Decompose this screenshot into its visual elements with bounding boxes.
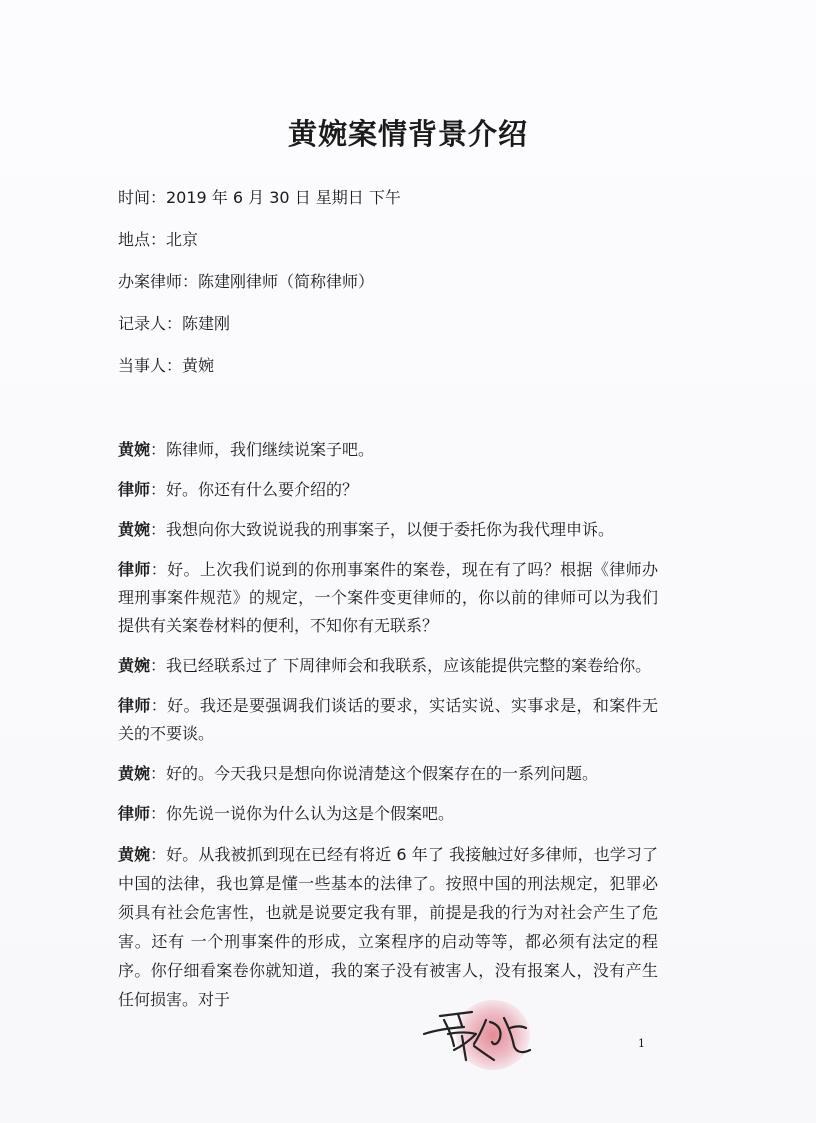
dialogue-paragraph (118, 476, 658, 504)
dialogue-body (118, 436, 658, 1026)
document-title: 黄婉案情背景介绍 (287, 117, 528, 151)
meta-lawyer: 办案律师：陈建刚律师（简称律师） (118, 272, 375, 291)
speaker-label: 律师 (118, 560, 151, 579)
handwritten-signature (418, 990, 536, 1070)
speaker-label: 黄婉 (118, 656, 151, 675)
meta-time: 时间：2019 年 6 月 30 日 星期日 下午 (118, 188, 401, 207)
speaker-label: 黄婉 (118, 764, 151, 783)
speaker-label: 黄婉 (118, 520, 151, 539)
dialogue-paragraph (118, 516, 658, 544)
speaker-label: 律师 (118, 696, 151, 715)
dialogue-paragraph (118, 692, 658, 748)
dialogue-text: ：我想向你大致说说我的刑事案子，以便于委托你为我代理申诉。 (150, 520, 615, 539)
dialogue-text: ：好。你还有什么要介绍的？ (150, 480, 359, 499)
dialogue-text: ：好的。今天我只是想向你说清楚这个假案存在的一系列问题。 (150, 764, 599, 783)
dialogue-text: ：好。从我被抓到现在已经有将近 6 年了 我接触过好多律师，也学习了中国的法律，我也算是懂一些基本的法律了。按照中国的刑法规定，犯罪必须具有社会危害性，也就是说要定我有罪，前提是我的行为对社会产生了危害。还有 一个刑事案件的形成，立案程序的启动等等，都必须有法定的程序。你仔细看案卷你就知道，我的案子没有被害人，没有报案人，没有产生任何损害。对于 (118, 845, 658, 1009)
dialogue-text: ：好。上次我们说到的你刑事案件的案卷，现在有了吗？根据《律师办理刑事案件规范》的规定，一个案件变更律师的，你以前的律师可以为我们提供有关案卷材料的便利，不知你有无联系？ (118, 560, 658, 635)
dialogue-text: ：陈律师，我们继续说案子吧。 (150, 440, 375, 459)
dialogue-paragraph (118, 436, 658, 464)
meta-party: 当事人：黄婉 (118, 356, 215, 375)
dialogue-text: ：好。我还是要强调我们谈话的要求，实话实说、实事求是，和案件无关的不要谈。 (118, 696, 658, 743)
meta-location: 地点：北京 (118, 230, 199, 249)
meta-recorder: 记录人：陈建刚 (118, 314, 231, 333)
speaker-label: 黄婉 (118, 440, 151, 459)
dialogue-paragraph (118, 800, 658, 828)
dialogue-text: ：你先说一说你为什么认为这是个假案吧。 (150, 804, 455, 823)
dialogue-paragraph (118, 840, 658, 1014)
speaker-label: 黄婉 (118, 845, 151, 864)
speaker-label: 律师 (118, 480, 151, 499)
dialogue-paragraph (118, 556, 658, 640)
speaker-label: 律师 (118, 804, 151, 823)
dialogue-text: ：我已经联系过了 下周律师会和我联系，应该能提供完整的案卷给你。 (150, 656, 652, 675)
page-number: 1 (638, 1037, 645, 1050)
dialogue-paragraph (118, 760, 658, 788)
dialogue-paragraph (118, 652, 658, 680)
